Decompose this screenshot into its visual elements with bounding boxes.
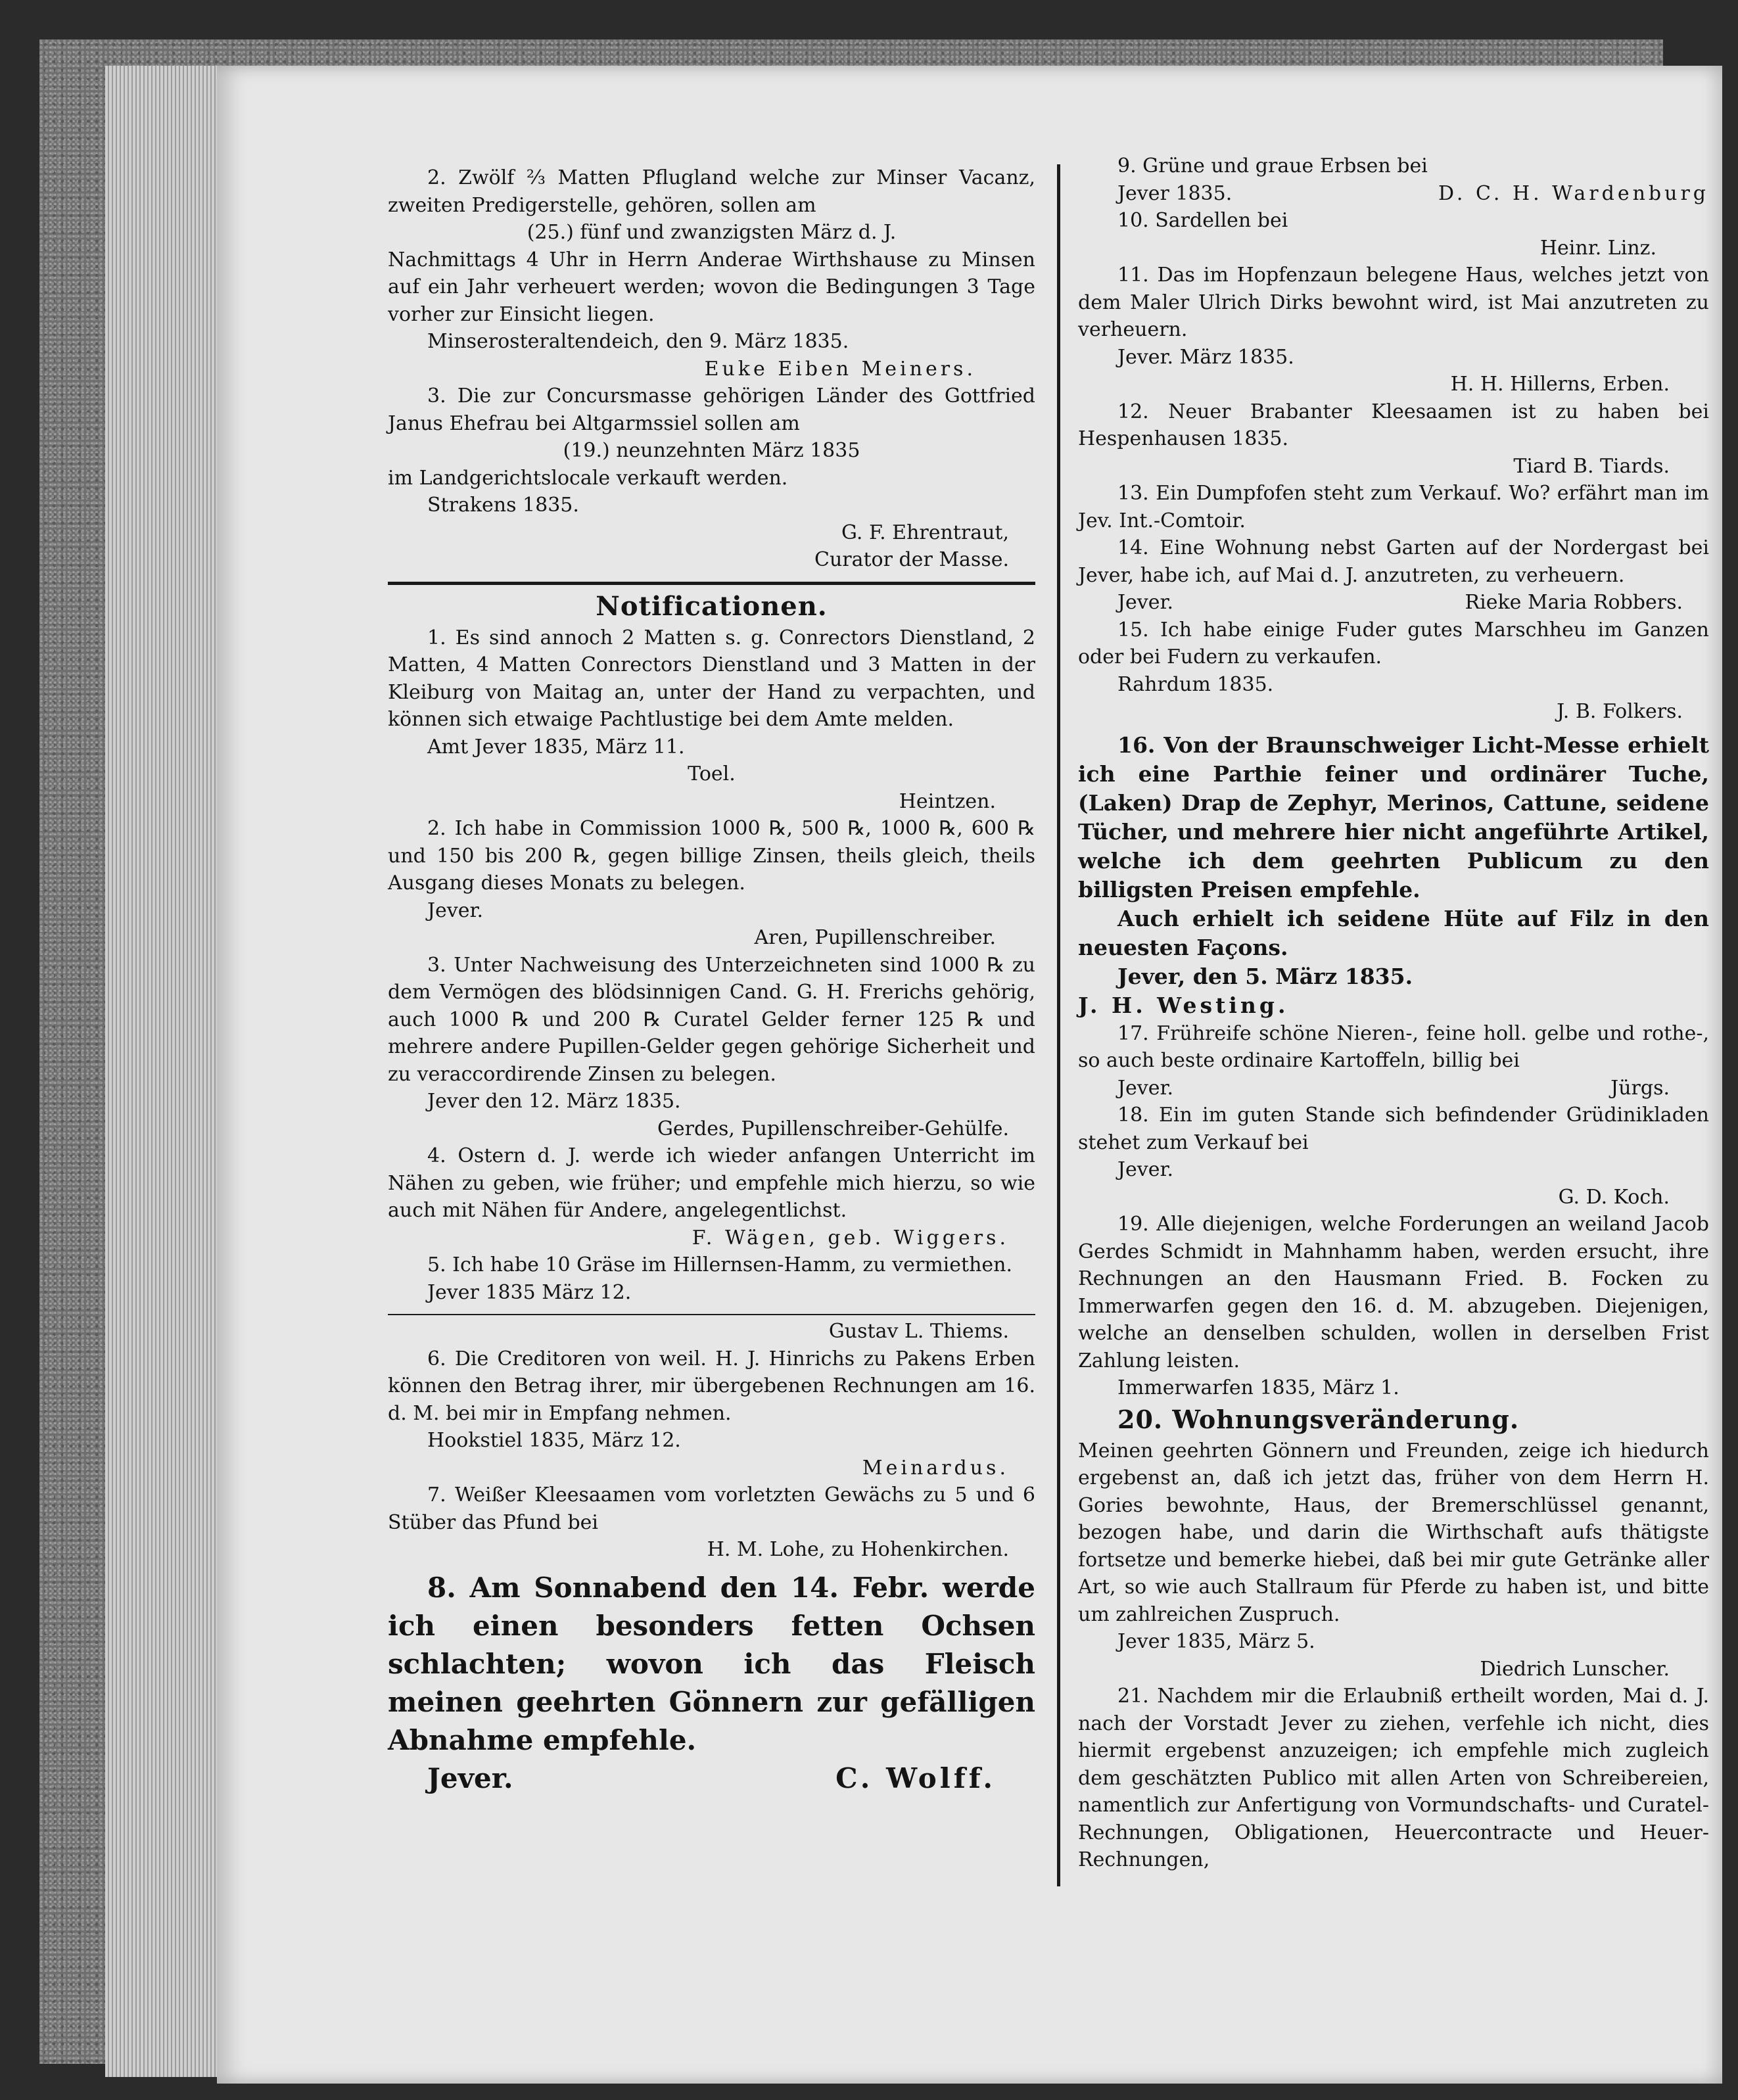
notification-13-text: 13. Ein Dumpfofen steht zum Verkauf. Wo? erfährt man im Jev. Int.-Comtoir.: [1078, 482, 1709, 532]
notification-17-text: 17. Frühreife schöne Nieren-, feine holl. gelbe und rothe-, so auch beste ordinaire Kartoffeln, billig bei: [1078, 1021, 1709, 1072]
notification-15-place: Rahrdum 1835.: [1117, 672, 1274, 696]
notification-12-signature: Tiard B. Tiards.: [1513, 454, 1670, 478]
notification-7-signature: H. M. Lohe, zu Hohenkirchen.: [707, 1538, 1009, 1561]
notification-1-text: 1. Es sind annoch 2 Matten s. g. Conrectors Dienstland, 2 Matten, 4 Matten Conrectors Dienstland und 3 Matten in der Kleiburg von Maitag an, unter der Hand zu verpachten, und können sich etwaige Pachtlustige bei dem Amte melden.: [388, 626, 1035, 731]
notice-2-date: (25.) fünf und zwanzigsten März d. J.: [527, 221, 897, 244]
notification-17-signature: Jürgs.: [1610, 1076, 1670, 1100]
notice-2-rest: Nachmittags 4 Uhr in Herrn Anderae Wirthshause zu Minsen auf ein Jahr verheuert werden; wovon die Bedingungen 3 Tage vorher zur Einsicht liegen.: [388, 248, 1035, 326]
notification-16-text-b: Auch erhielt ich seidene Hüte auf Filz in den neuesten Façons.: [1078, 905, 1709, 960]
notification-4-signature: F. Wägen, geb. Wiggers.: [692, 1226, 1009, 1249]
notification-5-rule: [388, 1314, 1035, 1315]
notification-18-text: 18. Ein im guten Stande sich befindender Grüdinikladen stehet zum Verkauf bei: [1078, 1104, 1709, 1154]
notification-11-signature: H. H. Hillerns, Erben.: [1450, 373, 1670, 396]
notification-14-signature: Rieke Maria Robbers.: [1465, 591, 1683, 614]
notification-1-signature-2: Heintzen.: [899, 789, 996, 813]
notification-19-place: Immerwarfen 1835, März 1.: [1117, 1376, 1399, 1399]
notification-10-text: 10. Sardellen bei: [1117, 209, 1288, 232]
notification-2-signature: Aren, Pupillenschreiber.: [754, 926, 996, 949]
notice-3-rest: im Landgerichtslocale verkauft werden.: [388, 466, 788, 490]
notification-14-text: 14. Eine Wohnung nebst Garten auf der Nordergast bei Jever, habe ich, auf Mai d. J. anzutreten, zu verheuern.: [1078, 536, 1709, 587]
notification-3-place: Jever den 12. März 1835.: [427, 1090, 681, 1113]
notification-16-signature: J. H. Westing.: [1078, 992, 1289, 1018]
notification-8-place: Jever.: [427, 1762, 513, 1794]
notification-14-place: Jever.: [1117, 591, 1174, 614]
notification-6-signature: Meinardus.: [862, 1456, 1009, 1480]
notification-6-text: 6. Die Creditoren von weil. H. J. Hinrichs zu Pakens Erben können den Betrag ihrer, mir übergebenen Rechnungen am 16. d. M. bei mir in Empfang nehmen.: [388, 1347, 1035, 1425]
notification-20-place: Jever 1835, März 5.: [1117, 1630, 1315, 1653]
notification-12-text: 12. Neuer Brabanter Kleesaamen ist zu haben bei Hespenhausen 1835.: [1078, 400, 1709, 450]
notification-11-place: Jever. März 1835.: [1117, 345, 1294, 369]
notice-2-signature: Euke Eiben Meiners.: [704, 357, 976, 381]
notification-18-signature: G. D. Koch.: [1558, 1185, 1670, 1209]
notification-9-place: Jever 1835.: [1117, 181, 1233, 205]
notification-2-text: 2. Ich habe in Commission 1000 ℞, 500 ℞, 1000 ℞, 600 ℞ und 150 bis 200 ℞, gegen billige Zinsen, theils gleich, theils Ausgang dieses Monats zu belegen.: [388, 817, 1035, 895]
notice-2-text: 2. Zwölf ⅔ Matten Pflugland welche zur Minser Vacanz, zweiten Predigerstelle, gehören, sollen am: [388, 166, 1035, 217]
notification-5-text: 5. Ich habe 10 Gräse im Hillernsen-Hamm, zu vermiethen.: [427, 1253, 1013, 1276]
notification-21-text: 21. Nachdem mir die Erlaubniß ertheilt worden, Mai d. J. nach der Vorstadt Jever zu ziehen, verfehle ich nicht, dies hiermit ergebenst anzuzeigen; ich empfehle mich zugleich dem geschätzten Publico mit allen Arten von Schreibereien, namentlich zur Anfertigung von Vormundschafts- und Curatel-Rechnungen, Obligationen, Heuercontracte und Heuer-Rechnungen,: [1078, 1685, 1709, 1871]
section-heading: Notificationen.: [596, 590, 828, 622]
notification-5-place: Jever 1835 März 12.: [427, 1280, 632, 1304]
notification-17-footer: [1078, 1075, 1709, 1102]
notification-10-signature: Heinr. Linz.: [1539, 236, 1656, 260]
left-column: [388, 164, 1035, 1798]
notification-9-footer: [1078, 180, 1709, 208]
notification-3-signature: Gerdes, Pupillenschreiber-Gehülfe.: [657, 1117, 1009, 1140]
notification-7-text: 7. Weißer Kleesaamen vom vorletzten Gewächs zu 5 und 6 Stüber das Pfund bei: [388, 1483, 1035, 1534]
notification-20-text: Meinen geehrten Gönnern und Freunden, zeige ich hiedurch ergebenst an, daß ich jetzt das, früher von dem Herrn H. Gories bewohnte, Haus, der Bremerschlüssel genannt, bezogen habe, und darin die Wirthschaft aufs thätigste fortsetze und bemerke hiebei, daß bei mir gute Getränke aller Art, so wie auch Stallraum für Pferde zu haben ist, und bitte um zahlreichen Zuspruch.: [1078, 1439, 1709, 1626]
notification-9-signature: D. C. H. Wardenburg: [1438, 181, 1709, 205]
notification-9-text: 9. Grüne und graue Erbsen bei: [1117, 154, 1428, 177]
notification-16-place: Jever, den 5. März 1835.: [1117, 963, 1413, 989]
notification-11-text: 11. Das im Hopfenzaun belegene Haus, welches jetzt von dem Maler Ulrich Dirks bewohnt wird, ist Mai anzutreten zu verheuern.: [1078, 264, 1709, 341]
notification-6-place: Hookstiel 1835, März 12.: [427, 1429, 681, 1452]
notice-2-place: Minserosteraltendeich, den 9. März 1835.: [427, 330, 849, 353]
notice-3-text: 3. Die zur Concursmasse gehörigen Länder des Gottfried Janus Ehefrau bei Altgarmssiel sollen am: [388, 385, 1035, 435]
notification-8-text: 8. Am Sonnabend den 14. Febr. werde ich einen besonders fetten Ochsen schlachten; wovon ich das Fleisch meinen geehrten Gönnern zur gefälligen Abnahme empfehle.: [388, 1571, 1035, 1756]
notification-19-text: 19. Alle diejenigen, welche Forderungen an weiland Jacob Gerdes Schmidt in Mahnhamm haben, werden ersucht, ihre Rechnungen an den Hausmann Fried. B. Focken zu Immerwarfen gegen den 16. d. M. abzugeben. Diejenigen, welche an denselben schulden, wollen in derselben Frist Zahlung leisten.: [1078, 1213, 1709, 1372]
section-rule: [388, 582, 1035, 585]
notification-8-signature: C. Wolff.: [835, 1762, 996, 1794]
column-divider: [1057, 164, 1060, 1886]
notification-15-text: 15. Ich habe einige Fuder gutes Marschheu im Ganzen oder bei Fudern zu verkaufen.: [1078, 618, 1709, 668]
notification-5-signature: Gustav L. Thiems.: [828, 1320, 1009, 1343]
notification-16-text: 16. Von der Braunschweiger Licht-Messe erhielt ich eine Parthie feiner und ordinärer Tuche, (Laken) Drap de Zephyr, Merinos, Cattune, seidene Tücher, und mehrere hier nicht angeführte Artikel, welche ich dem geehrten Publicum zu den billigsten Preisen empfehle.: [1078, 732, 1709, 902]
notification-20-heading: 20. Wohnungsveränderung.: [1117, 1404, 1520, 1434]
notification-17-place: Jever.: [1117, 1076, 1174, 1100]
notice-3-date: (19.) neunzehnten März 1835: [563, 439, 860, 462]
notification-1-signature: Toel.: [688, 762, 736, 785]
notice-3-signature-title: Curator der Masse.: [814, 548, 1009, 571]
notification-4-text: 4. Ostern d. J. werde ich wieder anfangen Unterricht im Nähen zu geben, wie früher; und empfehle mich hierzu, so wie auch mit Nähen für Andere, angelegentlichst.: [388, 1144, 1035, 1222]
notification-15-signature: J. B. Folkers.: [1557, 700, 1683, 723]
notification-14-footer: [1078, 589, 1709, 617]
notification-18-place: Jever.: [1117, 1158, 1174, 1181]
notice-3-place: Strakens 1835.: [427, 494, 579, 517]
notification-1-place: Amt Jever 1835, März 11.: [427, 735, 685, 758]
notification-2-place: Jever.: [427, 898, 484, 922]
right-column: [1078, 152, 1709, 1874]
notification-3-text: 3. Unter Nachweisung des Unterzeichneten sind 1000 ℞ zu dem Vermögen des blödsinnigen Cand. G. H. Frerichs gehörig, auch 1000 ℞ und 200 ℞ Curatel Gelder ferner 125 ℞ und mehrere andere Pupillen-Gelder gegen gehörige Sicherheit und zu veraccordirende Zinsen zu belegen.: [388, 953, 1035, 1086]
notification-20-signature: Diedrich Lunscher.: [1480, 1657, 1670, 1681]
notification-8-footer: [388, 1760, 1035, 1798]
notice-3-signature: G. F. Ehrentraut,: [841, 521, 1009, 544]
